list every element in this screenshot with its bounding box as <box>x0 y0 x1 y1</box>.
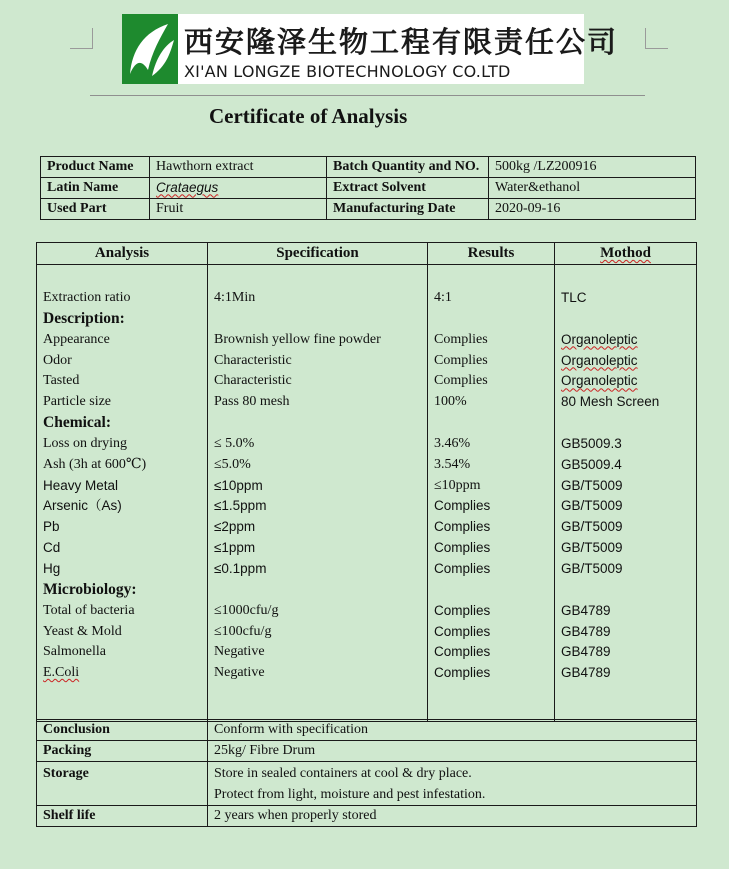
result-value: Complies <box>434 540 491 556</box>
company-logo <box>122 14 619 84</box>
method-text: Organoleptic <box>561 331 638 347</box>
analysis-item: Extraction ratio <box>43 290 131 305</box>
table-row <box>41 157 696 178</box>
latin-name-value: Crataegus <box>156 179 219 195</box>
result-value: Complies <box>434 560 491 576</box>
storage-line: Protect from light, moisture and pest infestation. <box>214 786 486 802</box>
method-value <box>561 330 690 351</box>
specification-column <box>208 265 428 722</box>
results-column <box>428 265 555 722</box>
specification-value: ≤1.5ppm <box>214 498 267 514</box>
storage-label: Storage <box>37 762 208 806</box>
packing-value: 25kg/ Fibre Drum <box>208 741 697 762</box>
method-value <box>561 371 690 392</box>
spacer <box>214 580 421 601</box>
specification-value: ≤100cfu/g <box>214 623 272 639</box>
result-value: ≤10ppm <box>434 477 481 493</box>
conclusion-label: Conclusion <box>37 720 208 741</box>
method-value: GB/T5009 <box>561 540 623 556</box>
batch-value: 500kg /LZ200916 <box>489 157 696 178</box>
result-value: Complies <box>434 623 491 639</box>
specification-value: Pass 80 mesh <box>214 394 290 410</box>
used-part-value: Fruit <box>150 199 327 220</box>
product-name-label: Product Name <box>41 157 150 178</box>
analysis-item: Ash (3h at 600℃) <box>43 456 147 472</box>
spacer <box>214 309 421 330</box>
spacer <box>434 413 548 434</box>
specification-value: Brownish yellow fine powder <box>214 331 381 347</box>
shelf-life-value: 2 years when properly stored <box>208 806 697 827</box>
result-value: Complies <box>434 644 491 660</box>
storage-value <box>208 762 697 806</box>
analysis-body-row <box>37 265 697 722</box>
method-value: GB4789 <box>561 665 611 681</box>
used-part-label: Used Part <box>41 199 150 220</box>
storage-line: Store in sealed containers at cool & dry place. <box>214 766 472 781</box>
latin-name-label: Latin Name <box>41 178 150 199</box>
method-text: Organoleptic <box>561 352 638 368</box>
section-heading: Description: <box>43 309 125 327</box>
company-name-english: XI'AN LONGZE BIOTECHNOLOGY CO.LTD <box>184 62 511 81</box>
analysis-header-row <box>37 243 697 265</box>
specification-value: ≤10ppm <box>214 477 263 493</box>
spacer <box>434 309 548 330</box>
leaf-logo-icon <box>122 14 178 84</box>
summary-table <box>36 719 697 827</box>
result-value: 3.54% <box>434 456 471 472</box>
analysis-item-text: E.Coli <box>43 665 80 681</box>
header-method <box>555 243 697 265</box>
spacer <box>561 309 690 330</box>
shelf-life-label: Shelf life <box>37 806 208 827</box>
spacer <box>561 580 690 601</box>
analysis-item: Loss on drying <box>43 435 127 451</box>
table-row <box>37 741 697 762</box>
crop-mark-left <box>70 28 93 49</box>
specification-value: ≤0.1ppm <box>214 560 267 576</box>
result-value: 100% <box>434 394 467 410</box>
document-title: Certificate of Analysis <box>209 104 408 128</box>
analysis-item: Pb <box>43 519 60 535</box>
method-value: GB4789 <box>561 623 611 639</box>
specification-value: Characteristic <box>214 373 292 389</box>
header-results: Results <box>428 243 555 265</box>
solvent-value: Water&ethanol <box>489 178 696 199</box>
specification-value: 4:1Min <box>214 290 256 305</box>
table-row <box>41 178 696 199</box>
specification-value: Negative <box>214 665 265 681</box>
specification-value: ≤5.0% <box>214 456 251 472</box>
method-value: 80 Mesh Screen <box>561 394 660 410</box>
crop-mark-right <box>645 28 668 49</box>
analysis-item: Salmonella <box>43 644 106 660</box>
spacer <box>214 413 421 434</box>
analysis-item: Tasted <box>43 373 80 389</box>
analysis-item: Cd <box>43 540 61 556</box>
specification-value: ≤1ppm <box>214 540 256 556</box>
method-value: GB4789 <box>561 644 611 660</box>
table-row <box>37 720 697 741</box>
result-value: Complies <box>434 602 491 618</box>
result-value: Complies <box>434 665 491 681</box>
latin-name-cell <box>150 178 327 199</box>
packing-label: Packing <box>37 741 208 762</box>
analysis-item-column <box>37 265 208 722</box>
product-name-value: Hawthorn extract <box>150 157 327 178</box>
solvent-label: Extract Solvent <box>327 178 489 199</box>
specification-value: ≤ 5.0% <box>214 435 255 451</box>
analysis-item: Particle size <box>43 394 112 410</box>
method-value: GB/T5009 <box>561 519 623 535</box>
result-value: 3.46% <box>434 435 471 451</box>
method-value <box>561 351 690 372</box>
company-name-chinese: 西安隆泽生物工程有限责任公司 <box>184 25 619 59</box>
conclusion-value: Conform with specification <box>208 720 697 741</box>
analysis-item: Odor <box>43 352 72 368</box>
section-heading: Chemical: <box>43 414 112 432</box>
method-value: GB/T5009 <box>561 560 623 576</box>
analysis-item: Hg <box>43 560 61 576</box>
method-value: GB/T5009 <box>561 477 623 493</box>
method-value: GB5009.4 <box>561 456 622 472</box>
spacer <box>561 413 690 434</box>
analysis-table <box>36 242 697 722</box>
header-analysis: Analysis <box>37 243 208 265</box>
manufacturing-date-value: 2020-09-16 <box>489 199 696 220</box>
spacer <box>434 580 548 601</box>
manufacturing-date-label: Manufacturing Date <box>327 199 489 220</box>
table-row <box>37 806 697 827</box>
method-value: GB5009.3 <box>561 435 622 451</box>
result-value: Complies <box>434 331 488 347</box>
table-row <box>41 199 696 220</box>
specification-value: Negative <box>214 644 265 660</box>
analysis-item <box>43 663 201 684</box>
method-value: GB/T5009 <box>561 498 623 514</box>
analysis-item: Heavy Metal <box>43 477 119 493</box>
method-text: Organoleptic <box>561 373 638 389</box>
table-row <box>37 762 697 806</box>
result-value: 4:1 <box>434 290 452 305</box>
analysis-item: Arsenic（As) <box>43 498 122 514</box>
specification-value: ≤2ppm <box>214 519 256 535</box>
header-specification: Specification <box>208 243 428 265</box>
specification-value: ≤1000cfu/g <box>214 602 279 618</box>
section-heading: Microbiology: <box>43 580 137 598</box>
header-divider <box>90 95 645 96</box>
result-value: Complies <box>434 352 488 368</box>
analysis-item: Yeast & Mold <box>43 623 122 639</box>
result-value: Complies <box>434 498 491 514</box>
specification-value: Characteristic <box>214 352 292 368</box>
analysis-item: Appearance <box>43 331 110 347</box>
method-column <box>555 265 697 722</box>
result-value: Complies <box>434 519 491 535</box>
method-value: GB4789 <box>561 602 611 618</box>
product-info-table <box>40 156 696 220</box>
header-method-label: Mothod <box>600 245 651 261</box>
result-value: Complies <box>434 373 488 389</box>
method-value: TLC <box>561 290 587 305</box>
batch-label: Batch Quantity and NO. <box>327 157 489 178</box>
analysis-item: Total of bacteria <box>43 602 135 618</box>
